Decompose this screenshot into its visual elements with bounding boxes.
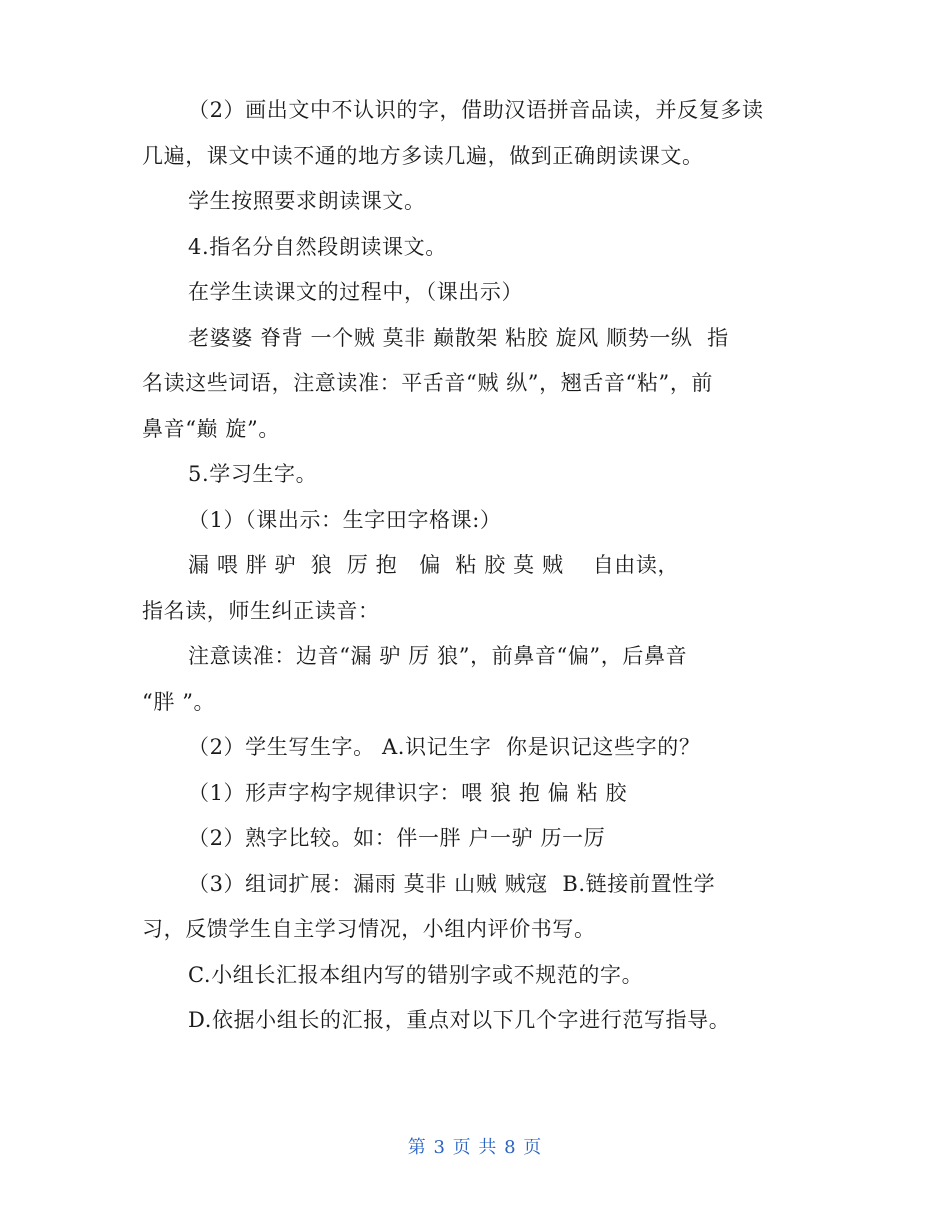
text-line: 4.指名分自然段朗读课文。 [188, 234, 447, 259]
footer-total-pages: 8 [504, 1137, 517, 1158]
text-line: （2）熟字比较。如：伴一胖 户一驴 历一厉 [188, 826, 606, 850]
text-line: 注意读准：边音“漏 驴 厉 狼”，前鼻音“偏”，后鼻音 [188, 644, 688, 668]
text-line: 习，反馈学生自主学习情况，小组内评价书写。 [142, 917, 596, 941]
text-line: （2）画出文中不认识的字，借助汉语拼音品读，并反复多读 [188, 98, 764, 122]
document-body [142, 88, 808, 1044]
footer-middle: 页 共 [452, 1137, 498, 1158]
text-line: （1）形声字构字规律识字：喂 狼 抱 偏 粘 胶 [188, 780, 628, 805]
text-line: “胖 ”。 [142, 689, 216, 714]
text-line: 老婆婆 脊背 一个贼 莫非 巅散架 粘胶 旋风 顺势一纵 指 [188, 325, 729, 350]
footer-suffix: 页 [523, 1137, 543, 1158]
text-line: 在学生读课文的过程中，（课出示） [188, 280, 524, 304]
text-line: 几遍，课文中读不通的地方多读几遍，做到正确朗读课文。 [142, 143, 704, 168]
text-line: 鼻音“巅 旋”。 [142, 416, 280, 441]
footer-current-page: 3 [433, 1137, 446, 1158]
text-line: 学生按照要求朗读课文。 [188, 189, 426, 213]
text-line: 漏 喂 胖 驴 狼 厉 抱 偏 粘 胶 莫 贼 自由读， [188, 553, 680, 577]
page-footer [0, 1133, 950, 1159]
text-line: 指名读，师生纠正读音： [142, 598, 380, 623]
text-line: （1）（课出示：生字田字格课:） [188, 507, 502, 532]
text-line: （3）组词扩展：漏雨 莫非 山贼 贼寇 B.链接前置性学 [188, 871, 716, 896]
text-line: （2）学生写生字。 A.识记生字 你是识记这些字的？ [188, 735, 701, 759]
text-line: C.小组长汇报本组内写的错别字或不规范的字。 [188, 962, 644, 987]
text-line: 名读这些词语，注意读准：平舌音“贼 纵”，翘舌音“粘”，前 [142, 371, 714, 395]
footer-prefix: 第 [407, 1137, 427, 1158]
text-line: 5.学习生字。 [188, 462, 318, 486]
text-line: D.依据小组长的汇报，重点对以下几个字进行范写指导。 [188, 1008, 731, 1032]
